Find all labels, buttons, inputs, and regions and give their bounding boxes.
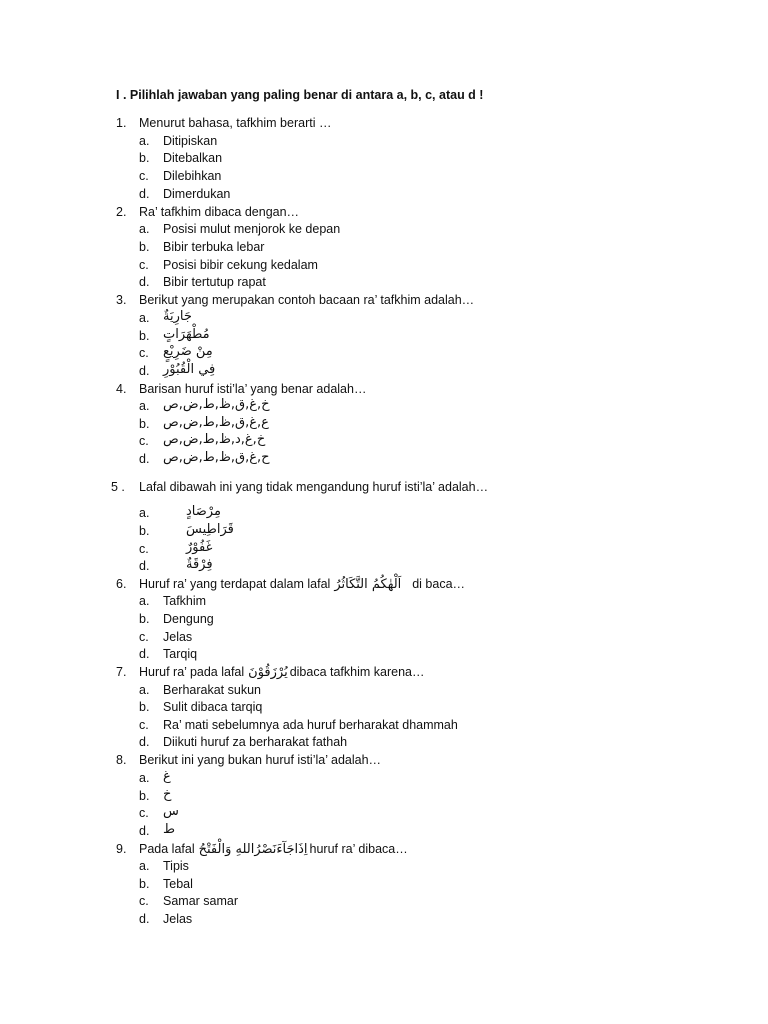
option-letter: b. <box>139 151 150 165</box>
option-letter: a. <box>139 859 150 873</box>
option-letter: c. <box>139 346 149 360</box>
question-text-before: Huruf ra’ pada lafal <box>139 665 245 679</box>
option-letter: d. <box>139 559 150 573</box>
question-number: 8. <box>116 753 127 767</box>
option-text: Posisi mulut menjorok ke depan <box>163 222 341 236</box>
question-text: Berikut ini yang bukan huruf isti’la’ adalah… <box>139 753 382 767</box>
option-arabic-text: مِرْصَادٍ <box>186 504 221 519</box>
option-text: Tebal <box>163 877 193 891</box>
option-arabic-text: خ,غ,د,ظ,ط,ض,ص <box>163 432 266 447</box>
option-arabic-text: فِرْقَةٌ <box>186 557 213 572</box>
question-number: 1. <box>116 116 127 130</box>
option-arabic-text: مِنْ ضَرِيْعٍ <box>163 344 213 359</box>
question-arabic-phrase: اِذَاجَآءَنَصْرُاللهِ وَالْفَتْحُ <box>198 842 308 857</box>
option-text: Tarqiq <box>163 647 198 661</box>
option-text: Ra’ mati sebelumnya ada huruf berharakat dhammah <box>163 718 458 732</box>
question-number: 4. <box>116 382 127 396</box>
question-text-before: Huruf ra’ yang terdapat dalam lafal <box>139 577 331 591</box>
option-arabic-text: س <box>163 804 179 819</box>
option-letter: a. <box>139 311 150 325</box>
option-letter: b. <box>139 524 150 538</box>
question-text-after: huruf ra’ dibaca… <box>309 842 408 856</box>
option-text: Ditebalkan <box>163 151 223 165</box>
option-letter: c. <box>139 894 149 908</box>
question-text: Barisan huruf isti’la’ yang benar adalah… <box>139 382 367 396</box>
option-text: Berharakat sukun <box>163 683 261 697</box>
option-letter: b. <box>139 612 150 626</box>
option-text: Dilebihkan <box>163 169 222 183</box>
question-text-after: di baca… <box>412 577 466 591</box>
option-text: Diikuti huruf za berharakat fathah <box>163 735 348 749</box>
option-letter: d. <box>139 735 150 749</box>
option-arabic-text: جَارِيَةٌ <box>163 309 192 324</box>
option-arabic-text: مُطْهَرَاتٍ <box>163 327 210 342</box>
option-arabic-text: فِي الْقُبُوْرِ <box>163 362 216 377</box>
option-letter: b. <box>139 789 150 803</box>
option-letter: c. <box>139 434 149 448</box>
option-letter: c. <box>139 630 149 644</box>
option-text: Dimerdukan <box>163 187 231 201</box>
question-number: 6. <box>116 577 127 591</box>
question-number: 9. <box>116 842 127 856</box>
option-letter: a. <box>139 222 150 236</box>
option-text: Bibir terbuka lebar <box>163 240 265 254</box>
option-letter: b. <box>139 700 150 714</box>
option-letter: a. <box>139 683 150 697</box>
question-text <box>139 842 408 857</box>
option-letter: a. <box>139 594 150 608</box>
question-number: 2. <box>116 205 127 219</box>
option-arabic-text: ع,غ,ق,ظ,ط,ض,ص <box>163 415 269 430</box>
option-arabic-text: غَفُوْرٌ <box>186 540 213 555</box>
question-number: 3. <box>116 293 127 307</box>
question-text <box>139 577 465 592</box>
option-letter: d. <box>139 647 150 661</box>
option-letter: c. <box>139 718 149 732</box>
question-arabic-phrase: يُرْزَقُوْنَ <box>248 665 288 680</box>
question-number: 5 . <box>111 480 125 494</box>
option-arabic-text: ح,غ,ق,ظ,ط,ض,ص <box>163 450 270 465</box>
question-text: Ra’ tafkhim dibaca dengan… <box>139 205 300 219</box>
option-letter: b. <box>139 329 150 343</box>
option-letter: b. <box>139 240 150 254</box>
option-arabic-text: غ <box>163 769 171 784</box>
option-letter: a. <box>139 506 150 520</box>
option-letter: a. <box>139 134 150 148</box>
option-text: Jelas <box>163 912 193 926</box>
question-text: Lafal dibawah ini yang tidak mengandung huruf isti’la’ adalah… <box>139 480 489 494</box>
option-letter: c. <box>139 542 149 556</box>
option-arabic-text: خ,غ,ق,ظ,ط,ض,ص <box>163 397 270 412</box>
option-letter: a. <box>139 771 150 785</box>
option-text: Tafkhim <box>163 594 207 608</box>
question-arabic-phrase: اَلْهٰكُمُ التَّكَاثُرُ <box>334 577 402 592</box>
option-letter: b. <box>139 877 150 891</box>
section-heading: I . Pilihlah jawaban yang paling benar di antara a, b, c, atau d ! <box>116 88 484 102</box>
option-text: Sulit dibaca tarqiq <box>163 700 263 714</box>
option-letter: c. <box>139 169 149 183</box>
question-number: 7. <box>116 665 127 679</box>
question-text <box>139 665 425 680</box>
option-letter: b. <box>139 417 150 431</box>
option-letter: c. <box>139 258 149 272</box>
option-text: Samar samar <box>163 894 239 908</box>
option-text: Ditipiskan <box>163 134 218 148</box>
option-letter: d. <box>139 364 150 378</box>
option-text: Jelas <box>163 630 193 644</box>
option-letter: a. <box>139 399 150 413</box>
option-letter: d. <box>139 452 150 466</box>
option-text: Posisi bibir cekung kedalam <box>163 258 318 272</box>
option-letter: d. <box>139 275 150 289</box>
question-text: Menurut bahasa, tafkhim berarti … <box>139 116 332 130</box>
option-text: Dengung <box>163 612 214 626</box>
option-letter: d. <box>139 187 150 201</box>
option-letter: d. <box>139 912 150 926</box>
question-text-before: Pada lafal <box>139 842 195 856</box>
option-text: Bibir tertutup rapat <box>163 275 266 289</box>
option-letter: c. <box>139 806 149 820</box>
option-arabic-text: ط <box>163 822 176 837</box>
option-arabic-text: قَرَاطِيسَ <box>186 522 234 537</box>
question-text-after: dibaca tafkhim karena… <box>289 665 425 679</box>
option-text: Tipis <box>163 859 189 873</box>
option-arabic-text: خ <box>163 787 172 802</box>
question-text: Berikut yang merupakan contoh bacaan ra’ tafkhim adalah… <box>139 293 475 307</box>
option-letter: d. <box>139 824 150 838</box>
